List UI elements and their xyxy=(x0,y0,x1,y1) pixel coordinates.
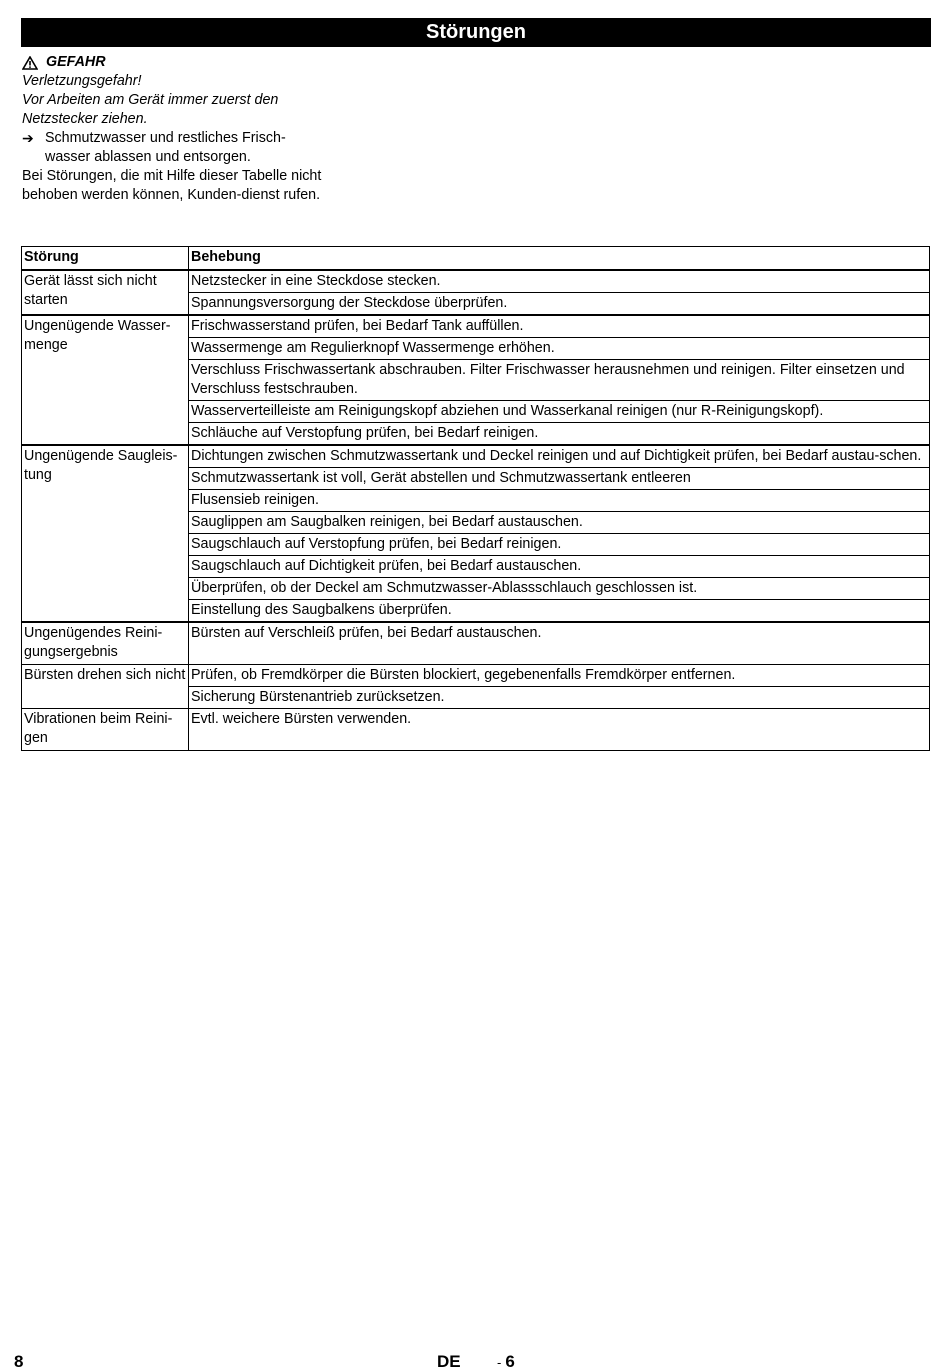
warning-heading xyxy=(22,53,322,72)
remedy-cell: Evtl. weichere Bürsten verwenden. xyxy=(189,709,930,751)
fault-cell: Ungenügende Wasser-menge xyxy=(22,315,189,445)
warning-section xyxy=(22,53,322,205)
table-row xyxy=(22,315,930,338)
warning-line-1: Verletzungsgefahr! xyxy=(22,73,142,89)
fault-cell: Vibrationen beim Reini-gen xyxy=(22,709,189,751)
fault-cell: Bürsten drehen sich nicht xyxy=(22,665,189,709)
instruction-step xyxy=(22,129,322,167)
warning-triangle-icon xyxy=(22,56,38,70)
header-remedy: Behebung xyxy=(189,247,930,271)
page-number: 8 xyxy=(14,1352,24,1371)
remedy-cell: Verschluss Frischwassertank abschrauben. Filter Frischwasser herausnehmen und reinigen. Filter einsetzen und Verschluss festschrauben. xyxy=(189,360,930,401)
remedy-cell: Schmutzwassertank ist voll, Gerät abstellen und Schmutzwassertank entleeren xyxy=(189,468,930,490)
table-row xyxy=(22,445,930,468)
arrow-right-icon: ➔ xyxy=(22,130,34,146)
sub-page-dash: - xyxy=(497,1355,502,1370)
remedy-cell: Netzstecker in eine Steckdose stecken. xyxy=(189,270,930,293)
remedy-cell: Wassermenge am Regulierknopf Wassermenge erhöhen. xyxy=(189,338,930,360)
remedy-cell: Einstellung des Saugbalkens überprüfen. xyxy=(189,600,930,623)
sub-page-number xyxy=(497,1352,515,1372)
table-header-row xyxy=(22,247,930,271)
fault-cell: Ungenügende Saugleis-tung xyxy=(22,445,189,622)
remedy-cell: Spannungsversorgung der Steckdose überprüfen. xyxy=(189,293,930,316)
remedy-cell: Überprüfen, ob der Deckel am Schmutzwasser-Ablassschlauch geschlossen ist. xyxy=(189,578,930,600)
warning-line-2: Vor Arbeiten am Gerät immer zuerst den Netzstecker ziehen. xyxy=(22,92,279,127)
remedy-cell: Saugschlauch auf Dichtigkeit prüfen, bei Bedarf austauschen. xyxy=(189,556,930,578)
remedy-cell: Schläuche auf Verstopfung prüfen, bei Bedarf reinigen. xyxy=(189,423,930,446)
page-title: Störungen xyxy=(21,18,931,47)
fault-cell: Ungenügendes Reini-gungsergebnis xyxy=(22,622,189,665)
remedy-cell: Dichtungen zwischen Schmutzwassertank und Deckel reinigen und auf Dichtigkeit prüfen, bei Bedarf austau-schen. xyxy=(189,445,930,468)
remedy-cell: Saugschlauch auf Verstopfung prüfen, bei Bedarf reinigen. xyxy=(189,534,930,556)
troubleshooting-table xyxy=(21,246,930,751)
remedy-cell: Sicherung Bürstenantrieb zurücksetzen. xyxy=(189,687,930,709)
service-note: Bei Störungen, die mit Hilfe dieser Tabelle nicht behoben werden können, Kunden-dienst rufen. xyxy=(22,168,322,203)
sub-page-value: 6 xyxy=(505,1352,515,1371)
table-row xyxy=(22,622,930,665)
header-fault: Störung xyxy=(22,247,189,271)
remedy-cell: Wasserverteilleiste am Reinigungskopf abziehen und Wasserkanal reinigen (nur R-Reinigungskopf). xyxy=(189,401,930,423)
instruction-step-text: Schmutzwasser und restliches Frisch-wasser ablassen und entsorgen. xyxy=(45,130,286,165)
remedy-cell: Flusensieb reinigen. xyxy=(189,490,930,512)
fault-cell: Gerät lässt sich nicht starten xyxy=(22,270,189,315)
table-row xyxy=(22,270,930,293)
language-code: DE xyxy=(437,1352,461,1371)
remedy-cell: Sauglippen am Saugbalken reinigen, bei Bedarf austauschen. xyxy=(189,512,930,534)
remedy-cell: Bürsten auf Verschleiß prüfen, bei Bedarf austauschen. xyxy=(189,622,930,665)
remedy-cell: Frischwasserstand prüfen, bei Bedarf Tank auffüllen. xyxy=(189,315,930,338)
table-row xyxy=(22,665,930,687)
warning-title: GEFAHR xyxy=(46,54,106,70)
remedy-cell: Prüfen, ob Fremdkörper die Bürsten blockiert, gegebenenfalls Fremdkörper entfernen. xyxy=(189,665,930,687)
table-row xyxy=(22,709,930,751)
